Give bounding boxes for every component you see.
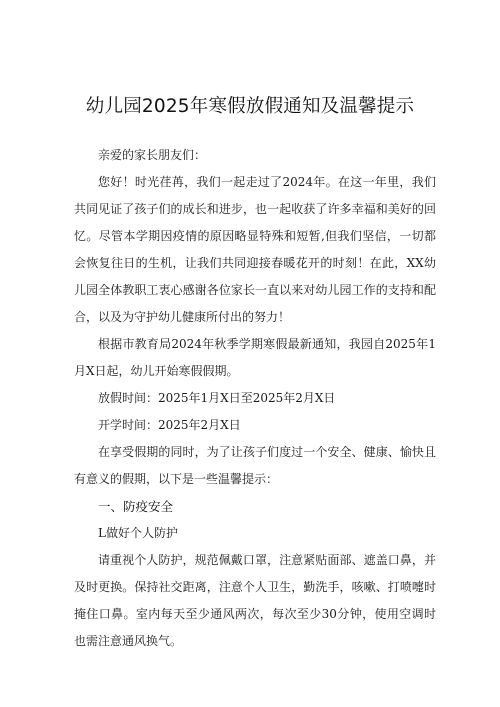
notice-paragraph: 根据市教育局2024年秋季学期寒假最新通知，我园自2025年1月X日起，幼儿开始寒假假期。 <box>74 337 436 378</box>
tips-intro-paragraph: 在享受假期的同时，为了让孩子们度过一个安全、健康、愉快且有意义的假期，以下是一些温馨提示： <box>74 445 436 486</box>
holiday-time: 放假时间：2025年1月X日至2025年2月X日 <box>98 391 336 405</box>
document-title: 幼儿园2025年寒假放假通知及温馨提示 <box>85 96 415 117</box>
greeting: 亲爱的家长朋友们： <box>98 148 207 162</box>
personal-protection-paragraph: 请重视个人防护，规范佩戴口罩，注意紧贴面部、遮盖口鼻，并及时更换。保持社交距离，注意个人卫生，勤洗手，咳嗽、打喷嚏时掩住口鼻。室内每天至少通风两次，每次至少30分钟，使用空调时也需注意通风换气。 <box>74 553 436 648</box>
document-body <box>74 142 436 655</box>
school-start-time: 开学时间：2025年2月X日 <box>98 418 241 432</box>
subsection-heading-personal-protection: L做好个人防护 <box>98 526 178 540</box>
intro-paragraph: 您好！时光荏苒，我们一起走过了2024年。在这一年里，我们共同见证了孩子们的成长和进步，也一起收获了许多幸福和美好的回忆。尽管本学期因疫情的原因略显特殊和短暂,但我们坚信，一切都会恢复往日的生机，让我们共同迎接春暖花开的时刻！在此，XX幼儿园全体教职工衷心感谢各位家长一直以来对幼儿园工作的支持和配合，以及为守护幼儿健康所付出的努力！ <box>74 175 436 324</box>
section-heading-epidemic-safety: 一、防疫安全 <box>98 499 174 514</box>
